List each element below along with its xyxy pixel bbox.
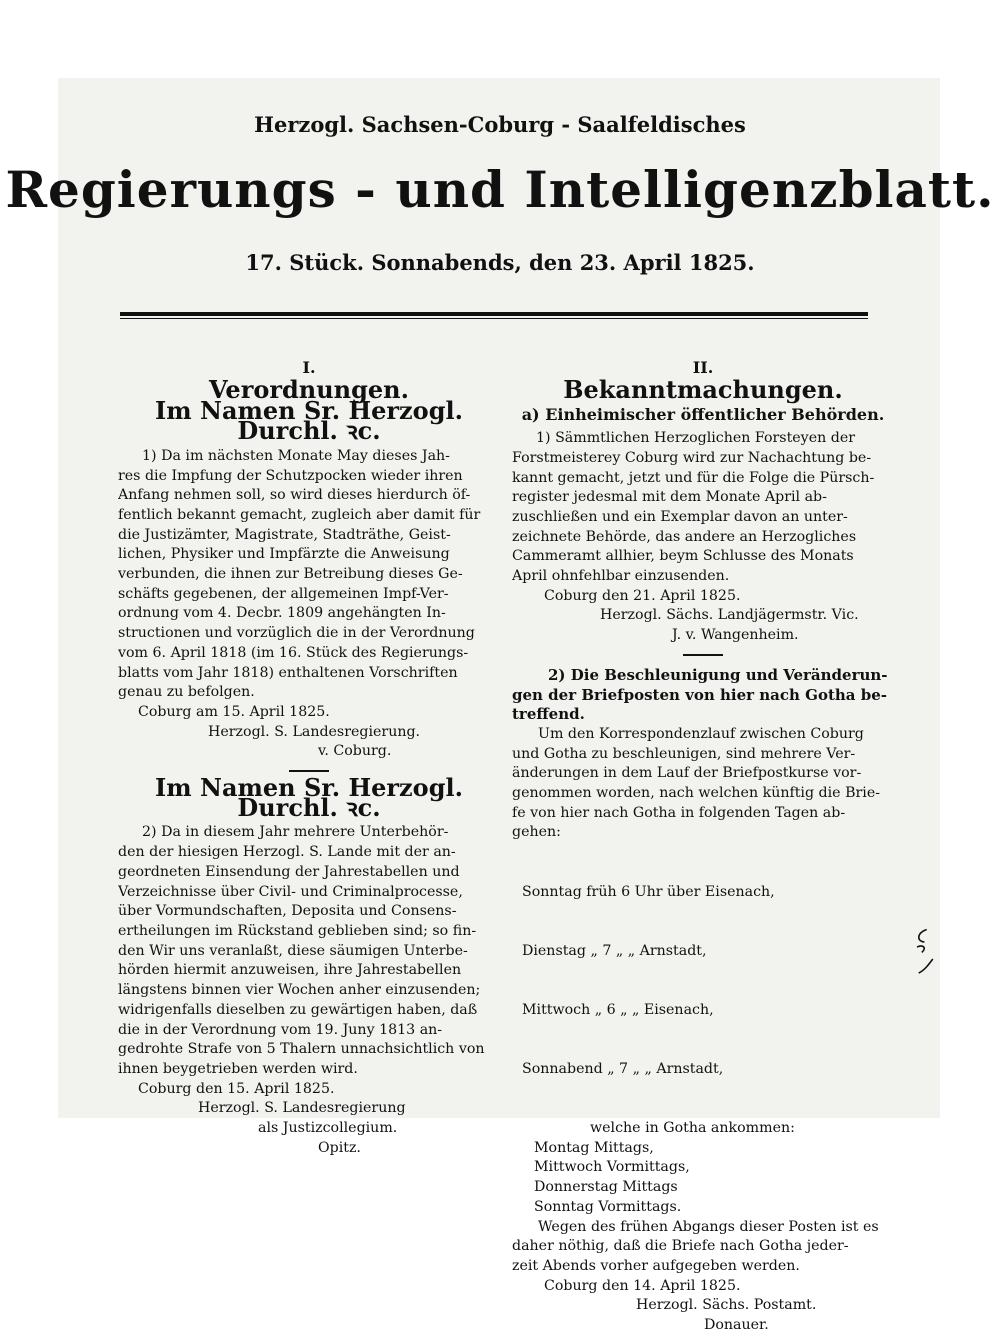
text-line: 1) Da im nächsten Monate May dieses Jah-	[142, 447, 450, 464]
text-line: April ohnfehlbar einzusenden.	[512, 568, 730, 585]
text-line: 1) Sämmtlichen Herzoglichen Forsteyen der	[536, 430, 855, 447]
text-line: ihnen beygetrieben werden wird.	[118, 1060, 358, 1077]
left-column	[118, 358, 500, 1158]
notice-2-body	[512, 725, 894, 843]
text-line: 2) Da in diesem Jahr mehrere Unterbehör-	[142, 824, 449, 841]
text-line: ertheilungen im Rückstand geblieben sind; so fin-	[118, 922, 477, 939]
notice-2-closing	[512, 1218, 894, 1277]
text-line: Forstmeisterey Coburg wird zur Nachachtung be-	[512, 449, 872, 466]
arrival-intro: welche in Gotha ankommen:	[590, 1120, 795, 1137]
text-line: gen der Briefposten von hier nach Gotha be-	[512, 685, 887, 704]
text-line: vom 6. April 1818 (im 16. Stück des Regierungs-	[118, 644, 469, 661]
paragraph-1	[118, 447, 500, 703]
header-rule-thin	[120, 318, 868, 319]
schedule-row: Sonntag früh 6 Uhr über Eisenach,	[522, 883, 775, 900]
schedule-row: Sonnabend „ 7 „ „ Arnstadt,	[522, 1060, 724, 1077]
text-line: 2) Die Beschleunigung und Veränderun-	[548, 665, 888, 684]
date-line-1: Coburg am 15. April 1825.	[138, 703, 330, 720]
text-line: genommen worden, nach welchen künftig die Brie-	[512, 785, 881, 802]
right-column	[512, 358, 894, 1336]
signature-r1a: Herzogl. Sächs. Landjägermstr. Vic.	[600, 607, 859, 624]
text-line: Anfang nehmen soll, so wird dieses hierdurch öf-	[118, 487, 471, 504]
date-line-r1: Coburg den 21. April 1825.	[544, 587, 741, 604]
text-line: zeit Abends vorher aufgegeben werden.	[512, 1257, 800, 1274]
arrival-row: Sonntag Vormittags.	[534, 1198, 682, 1215]
text-line: den der hiesigen Herzogl. S. Lande mit der an-	[118, 844, 456, 861]
text-line: lichen, Physiker und Impfärzte die Anweisung	[118, 546, 450, 563]
text-line: fe von hier nach Gotha in folgenden Tagen ab-	[512, 804, 846, 821]
text-line: widrigenfalls dieselben zu gewärtigen haben, daß	[118, 1001, 478, 1018]
subsection-behoerden: a) Einheimischer öffentlicher Behörden.	[521, 405, 885, 425]
text-line: kannt gemacht, jetzt und für die Folge die Pürsch-	[512, 469, 875, 486]
signature-1a: Herzogl. S. Landesregierung.	[208, 723, 421, 740]
arrival-row: Donnerstag Mittags	[534, 1179, 678, 1196]
text-line: res die Impfung der Schutzpocken wieder ihren	[118, 467, 463, 484]
text-line: änderungen in dem Lauf der Briefpostkurse vor-	[512, 765, 862, 782]
notice-2-heading	[512, 666, 894, 725]
text-line: die in der Verordnung vom 19. Juny 1813 an-	[118, 1021, 443, 1038]
text-line: zeichnete Behörde, das andere an Herzogliches	[512, 528, 857, 545]
text-line: über Vormundschaften, Deposita und Consens-	[118, 903, 457, 920]
text-line: Um den Korrespondenzlauf zwischen Coburg	[538, 725, 864, 742]
masthead-title: Regierungs - und Intelligenzblatt.	[5, 160, 995, 219]
text-line: genau zu befolgen.	[118, 684, 255, 701]
paragraph-2	[118, 823, 500, 1079]
text-line: ordnung vom 4. Decbr. 1809 angehängten In-	[118, 605, 446, 622]
signature-2b: als Justizcollegium.	[258, 1120, 398, 1137]
schedule-list	[512, 843, 894, 1119]
section-number-left: I.	[302, 358, 316, 377]
section-title-verordnungen: Verordnungen.	[209, 374, 409, 404]
text-line: den Wir uns veranlaßt, diese säumigen Unterbe-	[118, 942, 468, 959]
text-line: gehen:	[512, 824, 561, 841]
signature-2c: Opitz.	[318, 1139, 361, 1156]
text-line: geordneten Einsendung der Jahrestabellen und	[118, 863, 460, 880]
text-line: längstens binnen vier Wochen anher einzusenden;	[118, 982, 481, 999]
signature-2a: Herzogl. S. Landesregierung	[198, 1100, 406, 1117]
text-line: structionen und vorzüglich die in der Verordnung	[118, 625, 475, 642]
text-line: verbunden, die ihnen zur Betreibung dieses Ge-	[118, 566, 463, 583]
text-line: hörden hiermit anzuweisen, ihre Jahrestabellen	[118, 962, 462, 979]
signature-r2a: Herzogl. Sächs. Postamt.	[636, 1297, 817, 1314]
separator-dash	[683, 654, 723, 656]
text-line: die Justizämter, Magistrate, Stadträthe, Geist-	[118, 526, 451, 543]
section-title-bekanntmachungen: Bekanntmachungen.	[563, 374, 843, 404]
schedule-row: Mittwoch „ 6 „ „ Eisenach,	[522, 1001, 714, 1018]
text-line: gedrohte Strafe von 5 Thalern unnachsichtlich von	[118, 1041, 485, 1058]
date-line-2: Coburg den 15. April 1825.	[138, 1080, 335, 1097]
text-line: Verzeichnisse über Civil- und Criminalprocesse,	[118, 883, 463, 900]
text-line: zuschließen und ein Exemplar davon an unter-	[512, 508, 848, 525]
text-line: Cammeramt allhier, beym Schlusse des Monats	[512, 548, 854, 565]
date-line-r2: Coburg den 14. April 1825.	[544, 1277, 741, 1294]
signature-r1b: J. v. Wangenheim.	[672, 627, 799, 644]
notice-1	[512, 429, 894, 587]
section-number-right: II.	[692, 358, 714, 377]
arrival-list	[512, 1139, 894, 1218]
text-line: treffend.	[512, 705, 585, 724]
text-line: fentlich bekannt gemacht, zugleich aber damit für	[118, 506, 481, 523]
text-line: und Gotha zu beschleunigen, sind mehrere Ver-	[512, 745, 856, 762]
separator-dash	[289, 770, 329, 772]
heading-im-namen-2: Im Namen Sr. Herzogl. Durchl. ꝛc.	[155, 773, 463, 822]
issue-line: 17. Stück. Sonnabends, den 23. April 1825.	[245, 250, 755, 275]
masthead-line1: Herzogl. Sachsen-Coburg - Saalfeldisches	[254, 112, 746, 137]
text-line: daher nöthig, daß die Briefe nach Gotha jeder-	[512, 1238, 849, 1255]
arrival-row: Mittwoch Vormittags,	[534, 1159, 690, 1176]
signature-r2b: Donauer.	[704, 1317, 769, 1334]
text-line: blatts vom Jahr 1818) enthaltenen Vorschriften	[118, 664, 458, 681]
text-line: schäfts gegebenen, der allgemeinen Impf-Ver-	[118, 585, 449, 602]
schedule-row: Dienstag „ 7 „ „ Arnstadt,	[522, 942, 707, 959]
signature-1b: v. Coburg.	[318, 743, 392, 760]
arrival-row: Montag Mittags,	[534, 1139, 654, 1156]
heading-im-namen-1: Im Namen Sr. Herzogl. Durchl. ꝛc.	[155, 396, 463, 446]
text-line: register jedesmal mit dem Monate April ab-	[512, 489, 827, 506]
text-line: Wegen des frühen Abgangs dieser Posten ist es	[538, 1218, 879, 1235]
header-rule-thick	[120, 312, 868, 316]
